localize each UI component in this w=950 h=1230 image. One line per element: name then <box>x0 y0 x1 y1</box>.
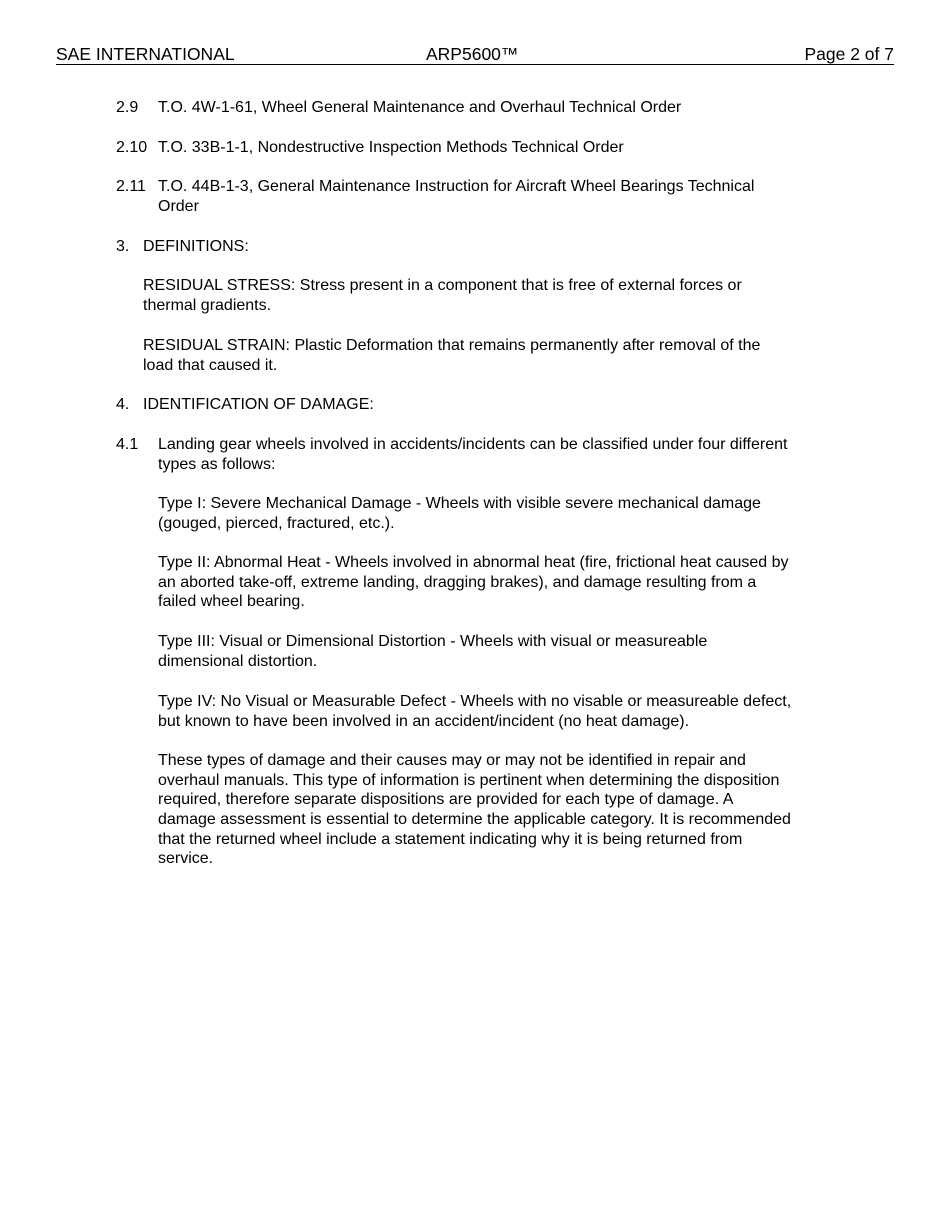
header-page-number: Page 2 of 7 <box>804 44 894 64</box>
subsection-number: 4.1 <box>116 436 139 453</box>
paragraph-line: that the returned wheel include a statement indicating why it is being returned from <box>158 831 743 848</box>
paragraph-line: Type II: Abnormal Heat - Wheels involved in abnormal heat (fire, frictional heat caused by <box>158 554 789 571</box>
section-number: 3. <box>116 238 130 255</box>
reference-text-line: T.O. 33B-1-1, Nondestructive Inspection Methods Technical Order <box>158 139 624 156</box>
reference-text-line: T.O. 44B-1-3, General Maintenance Instruction for Aircraft Wheel Bearings Technical <box>158 178 755 195</box>
paragraph-line: but known to have been involved in an accident/incident (no heat damage). <box>158 713 690 730</box>
section-number: 4. <box>116 396 130 413</box>
reference-text-line: Order <box>158 198 199 215</box>
paragraph-line: (gouged, pierced, fractured, etc.). <box>158 515 395 532</box>
paragraph-line: dimensional distortion. <box>158 653 318 670</box>
paragraph-line: Type III: Visual or Dimensional Distortion - Wheels with visual or measureable <box>158 633 708 650</box>
definition-text-line: load that caused it. <box>143 357 278 374</box>
definition-text-line: thermal gradients. <box>143 297 272 314</box>
reference-text-line: T.O. 4W-1-61, Wheel General Maintenance and Overhaul Technical Order <box>158 99 682 116</box>
paragraph-line: Type IV: No Visual or Measurable Defect - Wheels with no visable or measureable defect, <box>158 693 792 710</box>
reference-number: 2.10 <box>116 139 148 156</box>
paragraph-line: damage assessment is essential to determine the applicable category. It is recommended <box>158 811 791 828</box>
definition-text-line: RESIDUAL STRAIN: Plastic Deformation that remains permanently after removal of the <box>143 337 761 354</box>
paragraph-line: service. <box>158 850 214 867</box>
reference-number: 2.9 <box>116 99 139 116</box>
section-title: DEFINITIONS: <box>143 238 249 255</box>
paragraph-line: an aborted take-off, extreme landing, dragging brakes), and damage resulting from a <box>158 574 757 591</box>
paragraph-line: Landing gear wheels involved in accidents/incidents can be classified under four different <box>158 436 788 453</box>
paragraph-line: required, therefore separate dispositions are provided for each type of damage. A <box>158 791 734 808</box>
paragraph-line: failed wheel bearing. <box>158 593 305 610</box>
paragraph-line: overhaul manuals. This type of information is pertinent when determining the disposition <box>158 772 780 789</box>
header-document-number: ARP5600™ <box>426 44 519 64</box>
page-header <box>56 44 894 65</box>
paragraph-line: Type I: Severe Mechanical Damage - Wheels with visible severe mechanical damage <box>158 495 761 512</box>
paragraph-line: types as follows: <box>158 456 276 473</box>
paragraph-line: These types of damage and their causes may or may not be identified in repair and <box>158 752 746 769</box>
section-title: IDENTIFICATION OF DAMAGE: <box>143 396 374 413</box>
definition-text-line: RESIDUAL STRESS: Stress present in a component that is free of external forces or <box>143 277 742 294</box>
header-organization: SAE INTERNATIONAL <box>56 44 235 64</box>
reference-number: 2.11 <box>116 178 146 195</box>
